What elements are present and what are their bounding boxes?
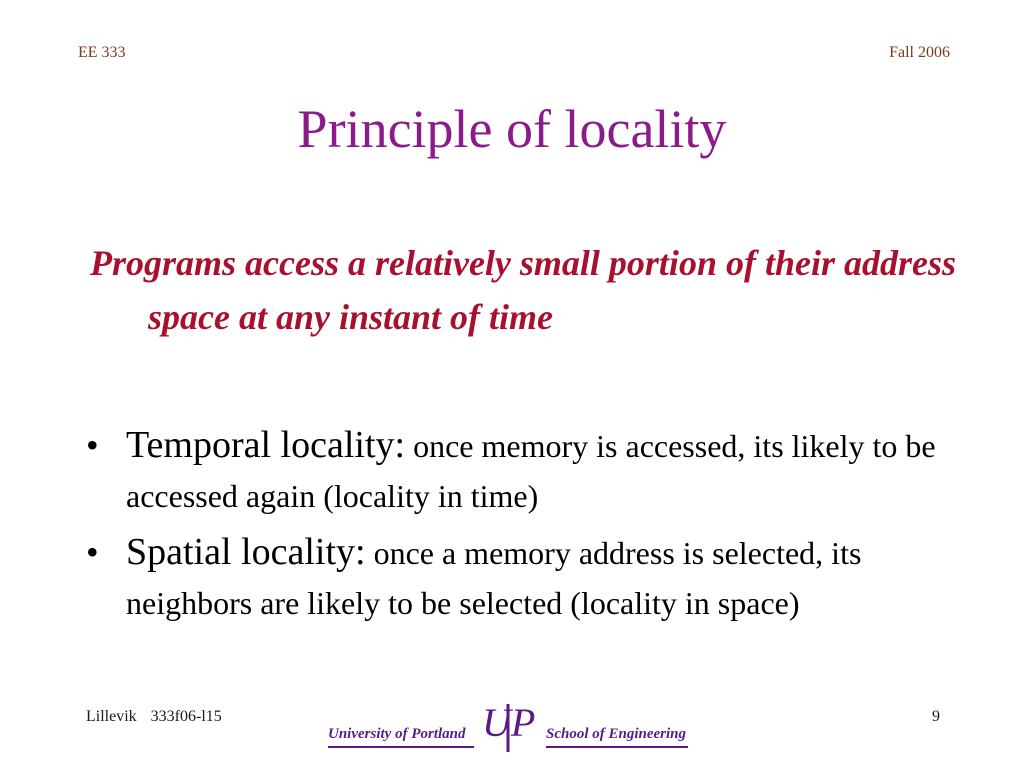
logo-school-text: School of Engineering bbox=[546, 726, 687, 742]
up-monogram-icon bbox=[478, 696, 542, 754]
term-label: Fall 2006 bbox=[889, 44, 950, 61]
bullet-icon: • bbox=[86, 425, 99, 465]
logo-university-text: University of Portland bbox=[328, 726, 466, 742]
author-name: Lillevik bbox=[86, 708, 137, 725]
key-statement: Programs access a relatively small portion of their address space at any instant of time bbox=[90, 243, 956, 337]
bullet-term: Spatial locality: bbox=[126, 531, 366, 573]
bullet-item-temporal bbox=[86, 420, 956, 521]
logo-letters: UP bbox=[482, 700, 536, 745]
bullet-item-spatial bbox=[86, 527, 956, 628]
bullet-list bbox=[86, 420, 956, 634]
bullet-description: once memory is accessed, its likely to be accessed again (locality in time) bbox=[126, 428, 936, 514]
slide-title: Principle of locality bbox=[297, 99, 727, 159]
bullet-text bbox=[126, 420, 956, 521]
bullet-text bbox=[126, 527, 956, 628]
university-logo bbox=[328, 696, 698, 756]
footer-credits bbox=[86, 708, 222, 726]
bullet-description: once a memory address is selected, its neighbors are likely to be selected (locality in space) bbox=[126, 535, 862, 621]
page-number: 9 bbox=[932, 708, 940, 725]
logo-underline bbox=[328, 746, 474, 748]
bullet-icon: • bbox=[86, 532, 99, 572]
bullet-term: Temporal locality: bbox=[126, 424, 406, 466]
course-label: EE 333 bbox=[78, 44, 126, 61]
logo-underline bbox=[546, 746, 688, 748]
document-code: 333f06-l15 bbox=[150, 708, 222, 725]
